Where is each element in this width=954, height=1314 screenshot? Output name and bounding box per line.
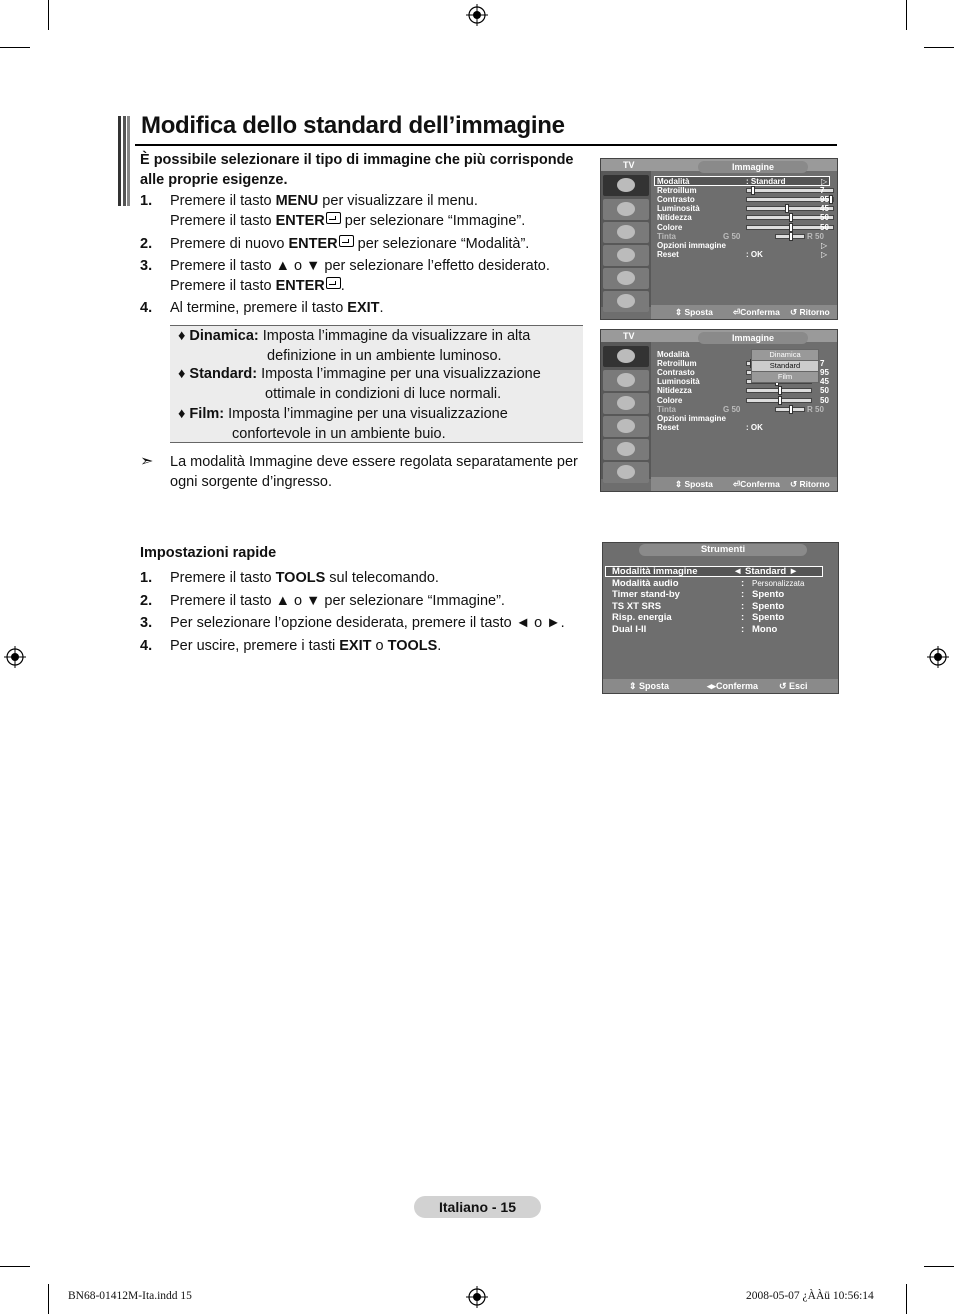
menu-row-label[interactable]: Opzioni immagine — [657, 240, 726, 250]
step-3: 3. Premere il tasto ▲ o ▼ per selezionare l’effetto desiderato. Premere il tasto ENTER . — [140, 258, 550, 294]
dropdown-option-selected[interactable]: Standard — [751, 360, 819, 372]
channel-menu-icon[interactable] — [603, 393, 649, 414]
enter-icon: ⏎ — [733, 307, 741, 317]
tools-footer — [603, 679, 838, 693]
setup-menu-icon[interactable] — [603, 245, 649, 266]
tools-row-value: Spento — [752, 600, 785, 612]
registration-mark-icon — [927, 646, 949, 668]
tools-row-colon: : — [741, 624, 745, 635]
slider-knob[interactable] — [778, 386, 782, 395]
tools-row-colon: : — [741, 612, 745, 624]
slider-track[interactable] — [775, 234, 805, 239]
back-hint: ↺ Ritorno — [790, 307, 830, 317]
tint-green-value: G 50 — [723, 404, 741, 414]
menu-row-value: 50 — [820, 222, 829, 232]
menu-row-label[interactable]: Modalità — [657, 177, 690, 186]
back-hint: ↺ Ritorno — [790, 479, 830, 489]
tools-row-colon: : — [741, 589, 745, 601]
slider-knob[interactable] — [778, 396, 782, 405]
picture-modes-box — [170, 325, 583, 443]
tools-row-value: Spento — [752, 589, 785, 601]
crop-mark — [48, 0, 49, 30]
mode-dinamica-desc: definizione in un ambiente luminoso. — [267, 348, 502, 364]
support-menu-icon[interactable] — [603, 462, 649, 483]
enter-icon: ⏎ — [733, 479, 741, 489]
crop-mark — [0, 47, 30, 48]
crop-mark — [906, 0, 907, 30]
menu-row-label[interactable]: Tinta — [657, 231, 676, 241]
menu-header: Immagine — [698, 332, 808, 344]
mode-standard-desc: ottimale in condizioni di luce normali. — [265, 386, 502, 402]
chevron-right-icon: ▷ — [821, 177, 828, 186]
menu-row-value: : Standard — [746, 177, 786, 186]
updown-icon: ⇕ — [629, 681, 640, 691]
tv-menu-immagine — [600, 158, 838, 320]
return-icon: ↺ — [790, 307, 800, 317]
quick-step-2: 2. Premere il tasto ▲ o ▼ per selezionare “Immagine”. — [140, 593, 505, 609]
slider-knob[interactable] — [789, 223, 793, 232]
crop-mark — [0, 1266, 30, 1267]
page-number: Italiano - 15 — [414, 1196, 541, 1218]
slider-knob[interactable] — [789, 213, 793, 222]
tools-menu — [602, 542, 839, 694]
menu-footer — [651, 477, 837, 491]
confirm-hint: ⏎Conferma — [733, 307, 780, 317]
crop-mark — [48, 1284, 49, 1314]
menu-row-label[interactable]: Reset — [657, 249, 679, 259]
setup-menu-icon[interactable] — [603, 416, 649, 437]
crop-mark — [906, 1284, 907, 1314]
tools-row-label[interactable]: TS XT SRS — [612, 600, 662, 612]
registration-mark-icon — [4, 646, 26, 668]
menu-row-value: 50 — [820, 386, 829, 396]
quick-step-4: 4. Per uscire, premere i tasti EXIT o TOOLS. — [140, 638, 442, 654]
quick-step-1: 1. Premere il tasto TOOLS sul telecomando. — [140, 570, 439, 586]
channel-menu-icon[interactable] — [603, 222, 649, 243]
footer-date: 2008-05-07 ¿ÀÀü 10:56:14 — [746, 1290, 874, 1302]
registration-mark-icon — [466, 4, 488, 26]
menu-row-label[interactable]: Modalità — [657, 350, 690, 359]
registration-mark-icon — [466, 1286, 488, 1308]
mode-standard: ♦ Standard: Imposta l’immagine per una visualizzazione — [178, 366, 541, 382]
crop-mark — [924, 47, 954, 48]
menu-row-value: : OK — [746, 249, 763, 259]
menu-row-label[interactable]: Retroillum — [657, 359, 697, 369]
menu-row-label[interactable]: Colore — [657, 222, 683, 232]
sound-menu-icon[interactable] — [603, 370, 649, 391]
quick-step-3: 3. Per selezionare l’opzione desiderata, premere il tasto ◄ o ►. — [140, 615, 565, 631]
tools-header: Strumenti — [639, 544, 807, 556]
input-menu-icon[interactable] — [603, 439, 649, 460]
step-4: 4. Al termine, premere il tasto EXIT. — [140, 300, 384, 316]
menu-row-label[interactable]: Opzioni immagine — [657, 413, 726, 423]
menu-row-value: 45 — [820, 204, 829, 214]
enter-icon — [326, 277, 341, 289]
updown-icon: ⇕ — [675, 307, 685, 317]
picture-menu-icon[interactable] — [603, 175, 649, 196]
menu-row-label[interactable]: Nitidezza — [657, 213, 692, 223]
tools-row-value: Personalizzata — [752, 578, 805, 588]
slider-knob[interactable] — [789, 405, 793, 414]
tint-green-value: G 50 — [723, 231, 741, 241]
picture-menu-icon[interactable] — [603, 346, 649, 367]
menu-row-label[interactable]: Tinta — [657, 404, 676, 414]
support-menu-icon[interactable] — [603, 291, 649, 312]
updown-icon: ⇕ — [675, 479, 685, 489]
move-hint: ⇕ Sposta — [675, 479, 713, 489]
slider-track[interactable] — [775, 407, 805, 412]
mode-dinamica: ♦ Dinamica: Imposta l’immagine da visualizzare in alta — [178, 328, 531, 344]
menu-row-value: : OK — [746, 422, 763, 432]
tv-label: TV — [623, 160, 635, 170]
slider-knob[interactable] — [785, 204, 789, 213]
menu-sidebar — [601, 171, 651, 307]
menu-row-value: 95 — [820, 195, 829, 205]
chevron-right-icon: ▷ — [821, 249, 828, 259]
slider-knob[interactable] — [751, 186, 755, 195]
move-hint: ⇕ Sposta — [629, 681, 670, 691]
step-1: 1. Premere il tasto MENU per visualizzare il menu. Premere il tasto ENTER per selezionare “Immagine”. — [140, 193, 526, 229]
leftright-icon: ◂▸ — [707, 681, 717, 691]
page-title: Modifica dello standard dell’immagine — [141, 112, 565, 139]
tools-row-colon: : — [741, 600, 745, 612]
menu-row-label[interactable]: Luminosità — [657, 204, 700, 214]
tint-red-value: R 50 — [807, 231, 824, 241]
confirm-hint: ⏎Conferma — [733, 479, 780, 489]
slider-knob[interactable] — [789, 232, 793, 241]
tools-row-label[interactable]: Timer stand-by — [612, 589, 680, 601]
menu-row-label[interactable]: Contrasto — [657, 195, 695, 205]
tv-menu-immagine-dropdown — [600, 329, 838, 492]
slider-knob[interactable] — [829, 195, 833, 204]
chevron-right-icon: ▷ — [821, 240, 828, 250]
title-accent-bar — [118, 116, 130, 206]
slider-track[interactable] — [746, 388, 812, 393]
menu-row-label[interactable]: Reset — [657, 422, 679, 432]
tv-label: TV — [623, 331, 635, 341]
tools-row-value: Mono — [752, 624, 778, 635]
note-arrow-icon: ➣ — [140, 453, 154, 470]
quick-settings-title: Impostazioni rapide — [140, 545, 277, 561]
tools-row-label[interactable]: Dual I-II — [612, 624, 647, 635]
tools-row-colon: : — [741, 577, 745, 589]
dropdown-option[interactable]: Dinamica — [751, 349, 819, 361]
intro-text: È possibile selezionare il tipo di immagine che più corrisponde alle proprie esigenze. — [140, 152, 574, 188]
return-icon: ↺ — [779, 681, 790, 691]
menu-row-label[interactable]: Nitidezza — [657, 386, 692, 396]
menu-row-label[interactable]: Colore — [657, 395, 683, 405]
crop-mark — [924, 1266, 954, 1267]
input-menu-icon[interactable] — [603, 268, 649, 289]
menu-row-value: 7 — [820, 186, 825, 196]
menu-row-label[interactable]: Luminosità — [657, 377, 700, 387]
move-hint: ⇕ Sposta — [675, 307, 713, 317]
menu-row-value: 50 — [820, 213, 829, 223]
slider-track[interactable] — [746, 398, 812, 403]
title-divider — [135, 144, 837, 146]
footer-file: BN68-01412M-Ita.indd 15 — [68, 1290, 192, 1302]
sound-menu-icon[interactable] — [603, 199, 649, 220]
menu-row-value: 7 — [820, 359, 825, 369]
menu-sidebar — [601, 342, 651, 479]
tools-row-value: Spento — [752, 612, 785, 624]
menu-row-value: 50 — [820, 395, 829, 405]
return-icon: ↺ — [790, 479, 800, 489]
enter-icon — [339, 235, 354, 247]
step-2: 2. Premere di nuovo ENTER per selezionare “Modalità”. — [140, 236, 530, 252]
menu-header: Immagine — [698, 161, 808, 173]
tools-row-label[interactable]: Modalità audio — [612, 577, 679, 589]
tools-row-value[interactable]: ◄ Standard ► — [733, 566, 799, 577]
menu-row-value: 95 — [820, 368, 829, 378]
confirm-hint: ◂▸Conferma — [707, 681, 759, 691]
tools-row-label[interactable]: Modalità immagine — [612, 566, 698, 577]
menu-row-label[interactable]: Retroillum — [657, 186, 697, 196]
menu-row-label[interactable]: Contrasto — [657, 368, 695, 378]
menu-footer — [651, 305, 837, 319]
mode-film-desc: confortevole in un ambiente buio. — [232, 426, 446, 442]
tools-row-label[interactable]: Risp. energia — [612, 612, 672, 624]
menu-row-value: 45 — [820, 377, 829, 387]
dropdown-option[interactable]: Film — [751, 371, 819, 383]
mode-film: ♦ Film: Imposta l’immagine per una visualizzazione — [178, 406, 508, 422]
tint-red-value: R 50 — [807, 404, 824, 414]
exit-hint: ↺ Esci — [779, 681, 808, 691]
enter-icon — [326, 212, 341, 224]
